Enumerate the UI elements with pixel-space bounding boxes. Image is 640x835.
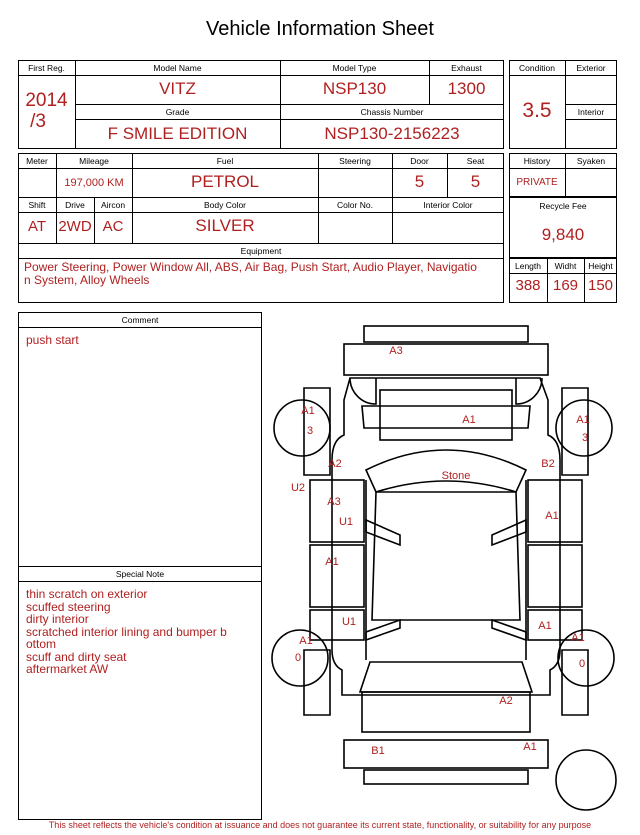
special-note-label: Special Note [115,569,165,579]
roof [380,390,512,440]
equipment-value: Power Steering, Power Window All, ABS, Air Bag, Push Start, Audio Player, Navigatio n System, Alloy Wheels [24,260,477,287]
chassis-number-value: NSP130-2156223 [324,124,460,143]
bonnet [360,662,532,692]
interior-color-label: Interior Color [423,200,473,210]
right-front-wheel [556,400,612,456]
grade-label: Grade [165,107,190,117]
chassis-number-label: Chassis Number [360,107,424,117]
door-label: Door [410,156,429,166]
syaken-label: Syaken [576,156,606,166]
spare-tyre [556,750,616,810]
car-damage-diagram [270,320,622,820]
mark-left-wheel-front-num: 3 [306,425,314,437]
comment-label: Comment [121,315,159,325]
equipment-label: Equipment [240,246,282,256]
door-value: 5 [414,172,425,191]
shift-label: Shift [28,200,46,210]
rear-window [362,406,530,428]
shift-value: AT [27,218,47,235]
condition-label: Condition [519,63,555,73]
model-name-value: VITZ [159,79,196,98]
width-label: Widht [554,261,577,271]
left-front-door [310,480,364,542]
exhaust-label: Exhaust [451,63,482,73]
exhaust-value: 1300 [447,79,486,98]
mark-roof: A1 [462,414,476,426]
comment-text: push start [26,333,79,347]
mark-left-wheel-front-code: A1 [301,405,315,417]
body-color-value: SILVER [195,216,255,235]
mark-left-front-door-u: U1 [338,516,354,528]
mileage-label: Mileage [79,156,109,166]
right-rear-door [528,545,582,607]
mark-right-rear-door: A1 [538,620,552,632]
grade-value: F SMILE EDITION [107,124,248,143]
interior-label: Interior [577,107,605,117]
model-name-label: Model Name [153,63,202,73]
rear-bumper [364,326,528,342]
rear-panel [344,344,548,375]
drive-label: Drive [65,200,85,210]
mark-right-fender-front: B2 [541,458,555,470]
fuel-label: Fuel [216,156,234,166]
steering-label: Steering [339,156,371,166]
meter-label: Meter [26,156,48,166]
mark-right-front-door: A1 [545,510,559,522]
seat-label: Seat [466,156,485,166]
fuel-value: PETROL [190,172,260,191]
aircon-value: AC [102,218,124,235]
color-no-label: Color No. [337,200,373,210]
mark-left-fender-front: A2 [328,458,342,470]
first-reg-month: /3 [30,111,46,132]
height-value: 150 [587,277,614,294]
mark-bonnet: A2 [499,695,513,707]
mark-left-rear-door: A1 [325,556,339,568]
mark-windshield: Stone [441,470,471,482]
mark-right-wheel-front-code: A1 [576,414,590,426]
mark-left-sill: U1 [341,616,357,628]
mark-right-wheel-rear-code: A1 [571,632,585,644]
mark-left-front-door-a: A3 [327,496,341,508]
history-value: PRIVATE [516,177,558,188]
left-rear-door [310,545,364,607]
first-reg-label: First Reg. [28,63,65,73]
seat-value: 5 [470,172,481,191]
page-title: Vehicle Information Sheet [206,18,434,40]
mark-left-wheel-rear-num: 0 [294,652,302,664]
mark-front-bumper-right: A1 [523,741,537,753]
height-label: Height [588,261,613,271]
first-reg-year: 2014 [25,90,68,111]
drive-value: 2WD [58,218,92,235]
mark-front-bumper-left: B1 [371,745,385,757]
exterior-label: Exterior [576,63,606,73]
history-label: History [523,156,551,166]
width-value: 169 [552,277,579,294]
mark-rear-upper: A3 [389,345,403,357]
right-mirror [492,520,526,545]
length-label: Length [515,261,541,271]
disclaimer-footer: This sheet reflects the vehicle's condition at issuance and does not guarantee its current state, functionality, or suitability for any purpose [48,820,592,830]
length-value: 388 [515,277,541,294]
recycle-fee-label: Recycle Fee [539,201,587,211]
condition-value: 3.5 [522,99,552,122]
mark-right-wheel-rear-num: 0 [578,658,586,670]
model-type-label: Model Type [332,63,377,73]
mark-left-pillar: U2 [290,482,306,494]
recycle-fee-value: 9,840 [541,225,585,244]
mark-right-wheel-front-num: 3 [581,432,589,444]
right-rear-wheel [558,630,614,686]
mileage-value: 197,000 KM [64,177,124,189]
mark-left-wheel-rear-code: A1 [299,635,313,647]
model-type-value: NSP130 [322,79,387,98]
body-color-label: Body Color [203,200,247,210]
special-note-text: thin scratch on exterior scuffed steering dirty interior scratched interior lining and bumper b ottom scuff and dirty seat aftermarket AW [26,587,227,676]
aircon-label: Aircon [100,200,126,210]
left-mirror [366,520,400,545]
